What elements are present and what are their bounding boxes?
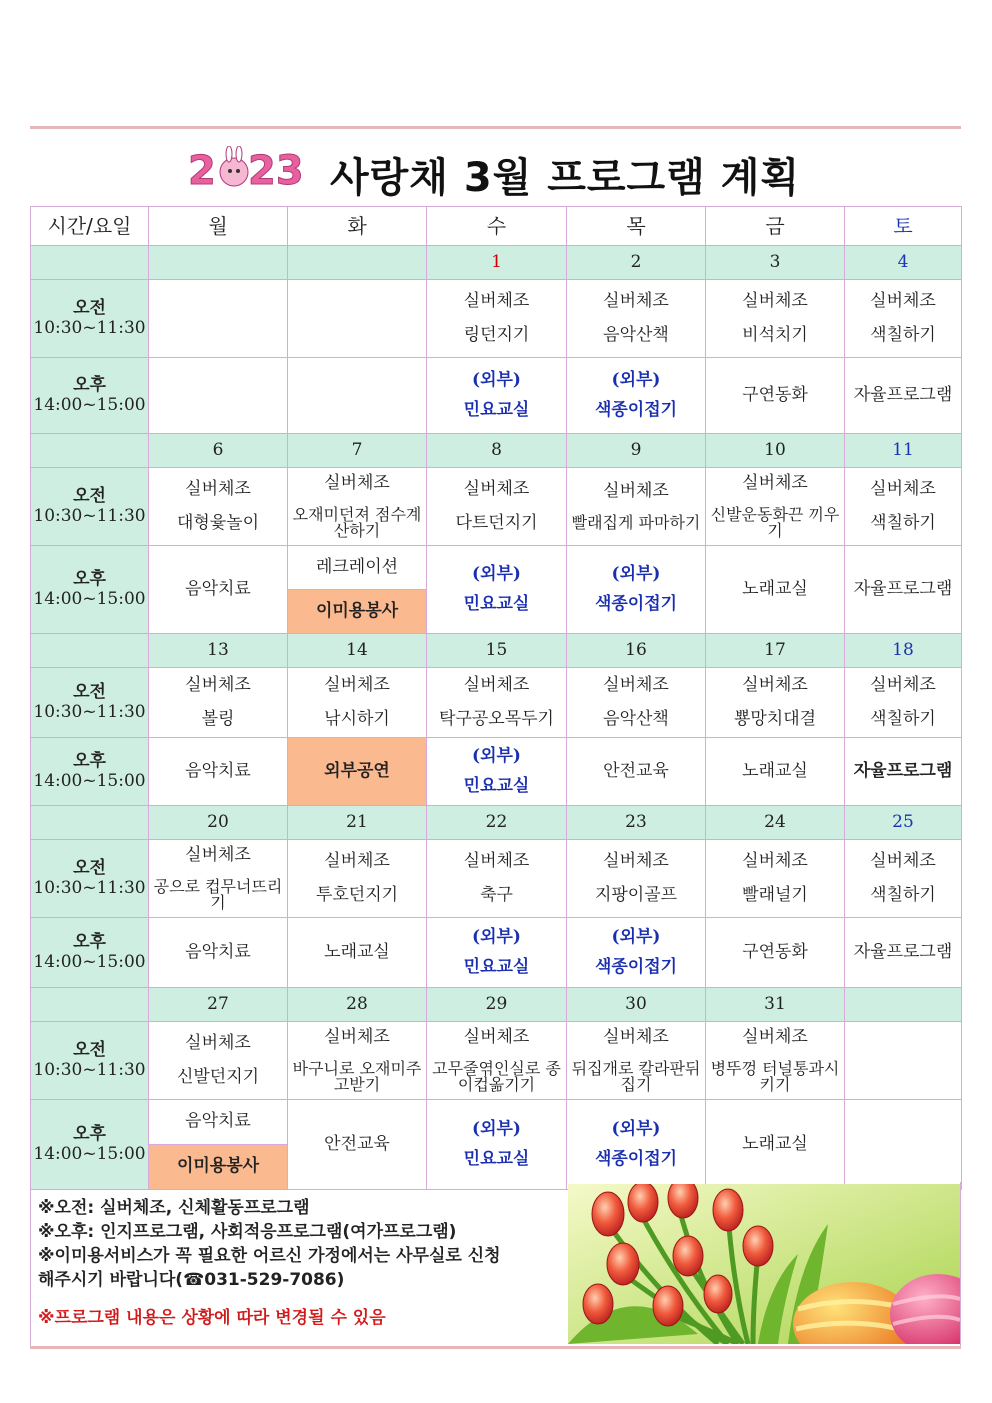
am-activity-cell xyxy=(567,280,706,358)
date-cell: 9 xyxy=(567,434,706,468)
exercise-label: 실버체조 xyxy=(870,674,936,695)
pm-time: 14:00~15:00 xyxy=(33,394,146,415)
external-activity: 민요교실 xyxy=(463,775,530,796)
pm-time: 14:00~15:00 xyxy=(33,1143,146,1164)
external-tag: (외부) xyxy=(611,563,661,584)
date-row xyxy=(31,988,962,1022)
am-label: 오전 xyxy=(73,681,106,702)
pm-row xyxy=(31,1100,962,1190)
exercise-label: 실버체조 xyxy=(870,478,936,499)
exercise-label: 실버체조 xyxy=(324,674,390,695)
date-row xyxy=(31,434,962,468)
date-cell: 16 xyxy=(567,634,706,668)
exercise-label: 실버체조 xyxy=(742,472,808,493)
title-text: 사랑채 3월 프로그램 계획 xyxy=(330,155,801,201)
am-time: 10:30~11:30 xyxy=(33,701,146,722)
header-sat: 토 xyxy=(845,207,962,246)
pm-activity: 노래교실 xyxy=(742,578,808,599)
header-fri: 금 xyxy=(706,207,845,246)
pm-activity-cell xyxy=(149,738,288,806)
pm-label: 오후 xyxy=(73,374,106,395)
am-activity-cell xyxy=(567,468,706,546)
activity-label: 낚시하기 xyxy=(324,708,390,729)
am-time: 10:30~11:30 xyxy=(33,505,146,526)
pm-activity-cell xyxy=(845,546,962,634)
top-rule xyxy=(30,126,961,129)
date-cell: 6 xyxy=(149,434,288,468)
activity-label: 링던지기 xyxy=(463,324,530,345)
am-activity-cell xyxy=(845,280,962,358)
date-row xyxy=(31,246,962,280)
external-tag: (외부) xyxy=(472,369,521,390)
am-row xyxy=(31,668,962,738)
pm-activity-cell xyxy=(567,918,706,988)
note-line: 해주시기 바랍니다(☎031-529-7086) xyxy=(38,1270,345,1290)
am-activity-cell xyxy=(288,668,427,738)
date-cell: 22 xyxy=(427,806,567,840)
external-activity: 민요교실 xyxy=(463,1148,530,1169)
pm-activity-cell xyxy=(288,738,427,806)
exercise-label: 실버체조 xyxy=(463,478,530,499)
note-line: ※오전: 실버체조, 신체활동프로그램 xyxy=(38,1198,310,1218)
date-cell: 4 xyxy=(845,246,962,280)
pm-activity: 구연동화 xyxy=(742,941,808,962)
am-activity-cell xyxy=(427,668,567,738)
pm-activity: 자율프로그램 xyxy=(853,941,953,962)
activity-label: 오재미던져 점수계산하기 xyxy=(292,505,422,541)
pm-label: 오후 xyxy=(73,750,106,771)
activity-label: 탁구공오목두기 xyxy=(439,708,554,729)
pm-activity: 음악치료 xyxy=(185,1111,251,1132)
external-tag: (외부) xyxy=(472,563,521,584)
exercise-label: 실버체조 xyxy=(603,1026,669,1047)
pm-activity-cell xyxy=(706,918,845,988)
pm-label: 오후 xyxy=(73,568,106,589)
svg-text:2: 2 xyxy=(188,148,216,192)
am-activity-cell xyxy=(706,468,845,546)
date-cell: 24 xyxy=(706,806,845,840)
tulip-illustration xyxy=(568,1184,960,1344)
pm-activity-cell xyxy=(427,546,567,634)
am-activity-cell xyxy=(845,468,962,546)
external-tag: (외부) xyxy=(472,1118,521,1139)
exercise-label: 실버체조 xyxy=(185,1032,251,1053)
am-activity-cell xyxy=(149,468,288,546)
pm-activity: 안전교육 xyxy=(603,760,669,781)
bottom-rule xyxy=(30,1346,961,1349)
date-cell: 25 xyxy=(845,806,962,840)
pm-activity: 노래교실 xyxy=(742,1133,808,1154)
pm-activity-cell xyxy=(706,358,845,434)
date-row xyxy=(31,806,962,840)
pm-activity-cell xyxy=(149,918,288,988)
date-cell: 11 xyxy=(845,434,962,468)
am-activity-cell xyxy=(427,468,567,546)
date-cell xyxy=(845,988,962,1022)
external-activity: 색종이접기 xyxy=(594,1148,678,1169)
am-time: 10:30~11:30 xyxy=(33,1059,146,1080)
date-cell: 31 xyxy=(706,988,845,1022)
activity-label: 공으로 컵무너뜨리기 xyxy=(153,877,283,913)
activity-label: 고무줄엮인실로 종이컵옮기기 xyxy=(432,1059,561,1095)
am-activity-cell xyxy=(706,668,845,738)
pm-time: 14:00~15:00 xyxy=(33,770,146,791)
pm-activity: 자율프로그램 xyxy=(853,384,953,405)
pm-activity-cell xyxy=(567,738,706,806)
am-row xyxy=(31,840,962,918)
activity-label: 대형윷놀이 xyxy=(176,512,260,533)
activity-label: 뿅망치대결 xyxy=(733,708,817,729)
pm-row xyxy=(31,738,962,806)
pm-activity-cell xyxy=(427,918,567,988)
pm-activity-cell xyxy=(706,1100,845,1190)
pm-activity: 안전교육 xyxy=(324,1133,390,1154)
pm-activity-cell xyxy=(845,738,962,806)
pm-activity: 노래교실 xyxy=(742,760,808,781)
exercise-label: 실버체조 xyxy=(742,1026,808,1047)
date-row-label xyxy=(31,246,149,280)
am-activity-cell xyxy=(288,280,427,358)
activity-label: 바구니로 오재미주고받기 xyxy=(292,1059,422,1095)
pm-activity: 외부공연 xyxy=(324,760,390,781)
activity-label: 색칠하기 xyxy=(870,512,936,533)
activity-label: 색칠하기 xyxy=(870,708,936,729)
date-cell xyxy=(149,246,288,280)
am-activity-cell xyxy=(288,1022,427,1100)
pm-activity: 구연동화 xyxy=(742,384,808,405)
external-activity: 민요교실 xyxy=(463,399,530,420)
external-tag: (외부) xyxy=(611,926,661,947)
year-2023-logo xyxy=(186,146,316,192)
activity-label: 음악산책 xyxy=(603,708,669,729)
am-activity-cell xyxy=(845,668,962,738)
pm-time-cell xyxy=(31,738,149,806)
am-activity-cell xyxy=(427,1022,567,1100)
page-title xyxy=(330,146,800,203)
note-line: ※이미용서비스가 꼭 필요한 어르신 가정에서는 사무실로 신청 xyxy=(38,1246,501,1266)
pm-activity-cell xyxy=(288,918,427,988)
header-thu: 목 xyxy=(567,207,706,246)
beauty-service-badge: 이미용봉사 xyxy=(288,589,426,633)
exercise-label: 실버체조 xyxy=(463,674,530,695)
header-tue: 화 xyxy=(288,207,427,246)
exercise-label: 실버체조 xyxy=(463,290,530,311)
date-row-label xyxy=(31,434,149,468)
am-activity-cell xyxy=(845,1022,962,1100)
am-time-cell xyxy=(31,840,149,918)
external-activity: 색종이접기 xyxy=(594,593,678,614)
pm-activity-cell xyxy=(845,358,962,434)
activity-label: 축구 xyxy=(480,884,513,905)
exercise-label: 실버체조 xyxy=(870,850,936,871)
pm-time-cell xyxy=(31,546,149,634)
exercise-label: 실버체조 xyxy=(185,478,251,499)
date-cell: 27 xyxy=(149,988,288,1022)
activity-label: 음악산책 xyxy=(603,324,669,345)
am-activity-cell xyxy=(288,840,427,918)
pm-time: 14:00~15:00 xyxy=(33,951,146,972)
am-time-cell xyxy=(31,1022,149,1100)
am-label: 오전 xyxy=(73,1039,106,1060)
activity-label: 빨래집게 파마하기 xyxy=(571,513,701,533)
exercise-label: 실버체조 xyxy=(185,674,251,695)
exercise-label: 실버체조 xyxy=(870,290,936,311)
pm-time: 14:00~15:00 xyxy=(33,588,146,609)
pm-activity-cell xyxy=(288,546,427,634)
exercise-label: 실버체조 xyxy=(324,472,390,493)
pm-activity-cell xyxy=(149,546,288,634)
activity-label: 병뚜껑 터널통과시키기 xyxy=(710,1059,840,1095)
pm-activity: 음악치료 xyxy=(185,941,251,962)
header-time-day: 시간/요일 xyxy=(31,207,149,246)
pm-activity-cell xyxy=(567,546,706,634)
am-activity-cell xyxy=(845,840,962,918)
am-time: 10:30~11:30 xyxy=(33,877,146,898)
pm-activity-cell xyxy=(427,358,567,434)
am-label: 오전 xyxy=(73,485,106,506)
am-activity-cell xyxy=(149,668,288,738)
note-line: ※오후: 인지프로그램, 사회적응프로그램(여가프로그램) xyxy=(38,1222,457,1242)
am-time: 10:30~11:30 xyxy=(33,317,146,338)
am-row xyxy=(31,468,962,546)
pm-activity: 자율프로그램 xyxy=(853,760,953,781)
pm-activity-cell xyxy=(706,738,845,806)
external-tag: (외부) xyxy=(472,745,521,766)
header-wed: 수 xyxy=(427,207,567,246)
pm-activity-cell xyxy=(845,1100,962,1190)
activity-label: 색칠하기 xyxy=(870,324,936,345)
date-cell: 15 xyxy=(427,634,567,668)
am-row xyxy=(31,1022,962,1100)
am-activity-cell xyxy=(706,1022,845,1100)
date-cell: 7 xyxy=(288,434,427,468)
activity-label: 지팡이골프 xyxy=(594,884,678,905)
pm-row xyxy=(31,546,962,634)
am-time-cell xyxy=(31,280,149,358)
pm-activity: 자율프로그램 xyxy=(853,578,953,599)
date-cell: 30 xyxy=(567,988,706,1022)
pm-row xyxy=(31,918,962,988)
date-row-label xyxy=(31,988,149,1022)
date-cell: 1 xyxy=(427,246,567,280)
external-tag: (외부) xyxy=(472,926,521,947)
pm-activity-cell xyxy=(288,358,427,434)
pm-activity-cell xyxy=(706,546,845,634)
am-activity-cell xyxy=(427,280,567,358)
exercise-label: 실버체조 xyxy=(463,1026,530,1047)
activity-label: 비석치기 xyxy=(742,324,808,345)
notes-section xyxy=(38,1196,558,1330)
exercise-label: 실버체조 xyxy=(463,850,530,871)
am-activity-cell xyxy=(567,668,706,738)
pm-row xyxy=(31,358,962,434)
change-warning: ※프로그램 내용은 상황에 따라 변경될 수 있음 xyxy=(38,1308,386,1328)
exercise-label: 실버체조 xyxy=(324,850,390,871)
date-cell xyxy=(288,246,427,280)
exercise-label: 실버체조 xyxy=(603,674,669,695)
am-activity-cell xyxy=(567,840,706,918)
activity-label: 뒤집개로 칼라판뒤집기 xyxy=(571,1059,701,1095)
date-cell: 10 xyxy=(706,434,845,468)
pm-activity: 노래교실 xyxy=(324,941,390,962)
external-activity: 민요교실 xyxy=(463,956,530,977)
pm-activity-cell xyxy=(427,738,567,806)
pm-activity-cell xyxy=(845,918,962,988)
date-cell: 29 xyxy=(427,988,567,1022)
date-cell: 8 xyxy=(427,434,567,468)
pm-activity-cell xyxy=(567,1100,706,1190)
exercise-label: 실버체조 xyxy=(185,844,251,865)
activity-label: 투호던지기 xyxy=(315,884,399,905)
am-activity-cell xyxy=(427,840,567,918)
activity-label: 신발운동화끈 끼우기 xyxy=(710,505,840,541)
date-cell: 23 xyxy=(567,806,706,840)
am-activity-cell xyxy=(149,1022,288,1100)
am-activity-cell xyxy=(149,840,288,918)
pm-activity: 레크레이션 xyxy=(315,556,399,577)
beauty-service-badge: 이미용봉사 xyxy=(149,1144,287,1189)
external-activity: 민요교실 xyxy=(463,593,530,614)
exercise-label: 실버체조 xyxy=(324,1026,390,1047)
external-tag: (외부) xyxy=(611,369,661,390)
exercise-label: 실버체조 xyxy=(742,850,808,871)
calendar-body xyxy=(31,207,962,1190)
am-activity-cell xyxy=(149,280,288,358)
tulip-bouquet-image xyxy=(568,1184,960,1344)
program-calendar xyxy=(30,206,962,1190)
date-cell: 28 xyxy=(288,988,427,1022)
pm-label: 오후 xyxy=(73,931,106,952)
external-activity: 색종이접기 xyxy=(594,399,678,420)
pm-activity-cell xyxy=(149,358,288,434)
svg-text:23: 23 xyxy=(248,148,304,192)
exercise-label: 실버체조 xyxy=(603,290,669,311)
date-cell: 20 xyxy=(149,806,288,840)
pm-activity-cell xyxy=(427,1100,567,1190)
exercise-label: 실버체조 xyxy=(742,674,808,695)
am-time-cell xyxy=(31,468,149,546)
activity-label: 색칠하기 xyxy=(870,884,936,905)
pm-activity-cell xyxy=(567,358,706,434)
date-cell: 14 xyxy=(288,634,427,668)
am-activity-cell xyxy=(288,468,427,546)
am-activity-cell xyxy=(706,840,845,918)
am-activity-cell xyxy=(567,1022,706,1100)
date-cell: 18 xyxy=(845,634,962,668)
external-activity: 색종이접기 xyxy=(594,956,678,977)
date-row-label xyxy=(31,806,149,840)
am-activity-cell xyxy=(706,280,845,358)
date-row xyxy=(31,634,962,668)
pm-time-cell xyxy=(31,1100,149,1190)
pm-label: 오후 xyxy=(73,1123,106,1144)
am-label: 오전 xyxy=(73,857,106,878)
date-row-label xyxy=(31,634,149,668)
activity-label: 다트던지기 xyxy=(455,512,538,533)
activity-label: 신발던지기 xyxy=(176,1066,260,1087)
activity-label: 볼링 xyxy=(201,708,235,729)
external-tag: (외부) xyxy=(611,1118,661,1139)
am-row xyxy=(31,280,962,358)
header-mon: 월 xyxy=(149,207,288,246)
pm-activity-cell xyxy=(149,1100,288,1190)
pm-activity-cell xyxy=(288,1100,427,1190)
header-row xyxy=(31,207,962,246)
date-cell: 2 xyxy=(567,246,706,280)
pm-time-cell xyxy=(31,918,149,988)
date-cell: 21 xyxy=(288,806,427,840)
pm-time-cell xyxy=(31,358,149,434)
pm-activity: 음악치료 xyxy=(185,760,251,781)
am-label: 오전 xyxy=(73,297,106,318)
exercise-label: 실버체조 xyxy=(603,850,669,871)
activity-label: 빨래널기 xyxy=(742,884,808,905)
date-cell: 3 xyxy=(706,246,845,280)
am-time-cell xyxy=(31,668,149,738)
exercise-label: 실버체조 xyxy=(603,480,669,501)
exercise-label: 실버체조 xyxy=(742,290,808,311)
date-cell: 17 xyxy=(706,634,845,668)
date-cell: 13 xyxy=(149,634,288,668)
pm-activity: 음악치료 xyxy=(185,578,251,599)
